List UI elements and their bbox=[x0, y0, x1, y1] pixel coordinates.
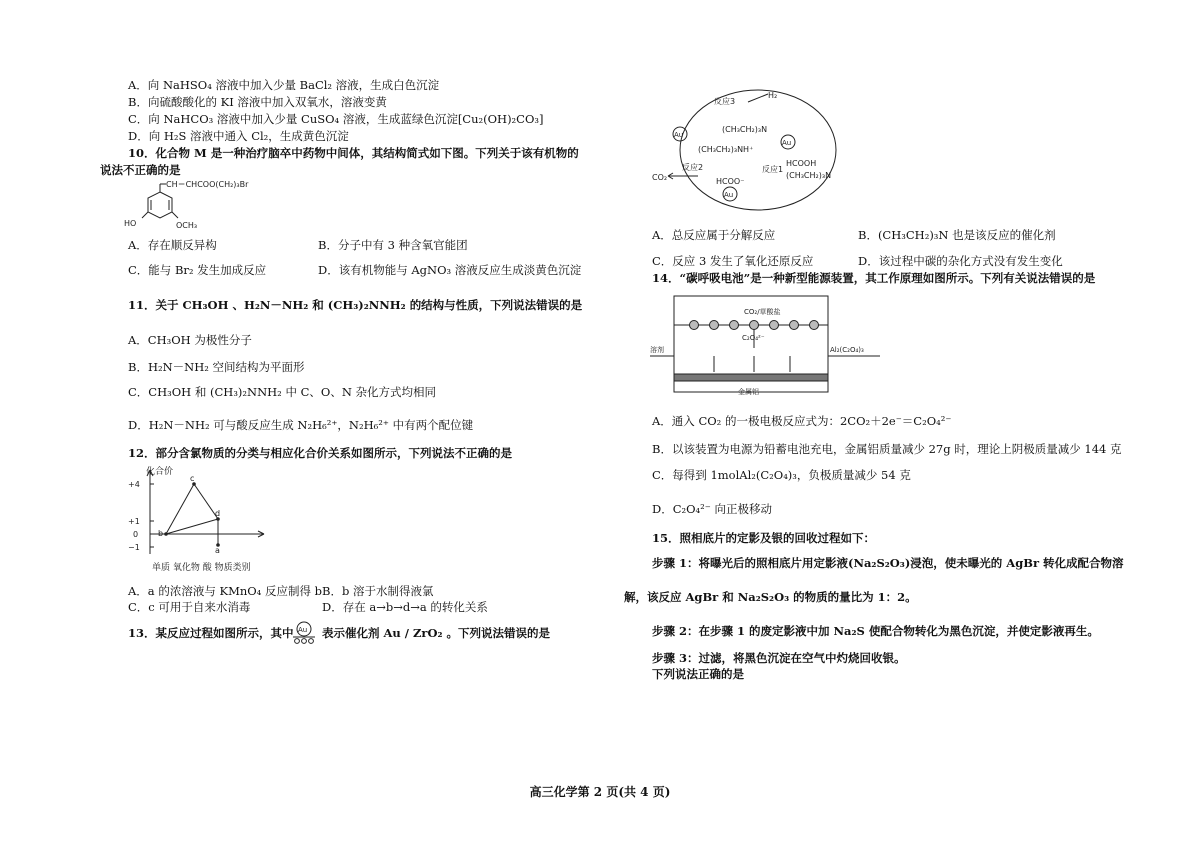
q10-option-d: D．该有机物能与 AgNO₃ 溶液反应生成淡黄色沉淀 bbox=[318, 263, 582, 277]
q12-x-label: 单质 氧化物 酸 物质类别 bbox=[152, 563, 251, 573]
q10-stem-line1: 10．化合物 M 是一种治疗脑卒中药物中间体，其结构简式如下图。下列关于该有机物的 bbox=[128, 146, 579, 160]
q10-stem-line2: 说法不正确的是 bbox=[100, 163, 181, 177]
q13-cycle-au-right bbox=[781, 135, 795, 149]
q14-stem: 14．“碳呼吸电池”是一种新型能源装置，其工作原理如图所示。下列有关说法错误的是 bbox=[652, 271, 1096, 285]
q12-point-a: a bbox=[215, 546, 220, 555]
q13-stem-a: 13．某反应过程如图所示，其中 bbox=[128, 626, 294, 640]
q10-struct-och3: OCH₃ bbox=[176, 221, 198, 230]
q10-structure-diagram bbox=[120, 176, 270, 234]
q13-cycle-au-bottom bbox=[723, 187, 737, 201]
q14-battery-diagram bbox=[650, 290, 890, 402]
q13-label-r1: 反应1 bbox=[762, 165, 784, 174]
q14-label-right: Al₂(C₂O₄)₃ bbox=[830, 346, 864, 354]
q14-option-d: D．C₂O₄²⁻ 向正极移动 bbox=[652, 502, 773, 516]
q12-y-tick-0: 0 bbox=[133, 530, 139, 539]
q12-option-b: B．b 溶于水制得液氯 bbox=[322, 584, 434, 598]
q11-option-d: D．H₂N－NH₂ 可与酸反应生成 N₂H₆²⁺，N₂H₆²⁺ 中有两个配位键 bbox=[128, 418, 474, 432]
q15-ask: 下列说法正确的是 bbox=[652, 667, 744, 681]
q13-stem-b: 表示催化剂 Au / ZrO₂ 。下列说法错误的是 bbox=[322, 626, 551, 640]
q13-label-hcoo: HCOO⁻ bbox=[716, 177, 745, 186]
q15-step3: 步骤 3：过滤，将黑色沉淀在空气中灼烧回收银。 bbox=[652, 651, 906, 665]
q10-struct-ho: HO bbox=[124, 219, 137, 228]
svg-text:Au: Au bbox=[724, 191, 734, 199]
q13-catalyst-icon bbox=[290, 620, 318, 646]
q12-option-a: A．a 的浓溶液与 KMnO₄ 反应制得 b bbox=[128, 584, 322, 598]
q12-point-c: c bbox=[190, 474, 195, 483]
q13-label-r3: 反应3 bbox=[714, 97, 736, 106]
q13-option-a: A．总反应属于分解反应 bbox=[652, 228, 776, 242]
q14-option-a: A．通入 CO₂ 的一极电极反应式为：2CO₂＋2e⁻＝C₂O₄²⁻ bbox=[652, 414, 952, 428]
q13-label-n3: (CH₃CH₂)₃N bbox=[786, 171, 832, 180]
q9-option-c: C．向 NaHCO₃ 溶液中加入少量 CuSO₄ 溶液，生成蓝绿色沉淀[Cu₂(OH)₂CO₃] bbox=[128, 112, 544, 126]
q14-option-b: B．以该装置为电源为铅蓄电池充电，金属铝质量减少 27g 时，理论上阴极质量减少 144 克 bbox=[652, 442, 1122, 456]
q14-label-left: 溶剂 bbox=[650, 346, 664, 354]
q9-option-b: B．向硫酸酸化的 KI 溶液中加入双氧水，溶液变黄 bbox=[128, 95, 387, 109]
q15-step1-line1: 步骤 1：将曝光后的照相底片用定影液(Na₂S₂O₃)浸泡，使未曝光的 AgBr 转化成配合物溶 bbox=[652, 556, 1124, 570]
q12-option-c: C．c 可用于自来水消毒 bbox=[128, 600, 251, 614]
svg-text:Au: Au bbox=[674, 131, 684, 139]
q12-point-b: b bbox=[158, 529, 164, 538]
q12-option-d: D．存在 a→b→d→a 的转化关系 bbox=[322, 600, 488, 614]
q15-step1-line2: 解，该反应 AgBr 和 Na₂S₂O₃ 的物质的量比为 1：2。 bbox=[624, 590, 917, 604]
q12-y-tick-plus4: +4 bbox=[128, 480, 140, 489]
q12-stem: 12．部分含氯物质的分类与相应化合价关系如图所示，下列说法不正确的是 bbox=[128, 446, 512, 460]
q13-option-c: C．反应 3 发生了氧化还原反应 bbox=[652, 254, 814, 268]
q10-option-c: C．能与 Br₂ 发生加成反应 bbox=[128, 263, 267, 277]
q10-struct-chain: CH＝CHCOO(CH₂)₃Br bbox=[166, 180, 249, 189]
q10-option-b: B．分子中有 3 种含氧官能团 bbox=[318, 238, 468, 252]
page-footer: 高三化学第 2 页(共 4 页) bbox=[529, 785, 671, 799]
q12-y-tick-plus1: +1 bbox=[128, 517, 140, 526]
q12-valence-diagram bbox=[124, 464, 272, 576]
q11-stem: 11．关于 CH₃OH 、H₂N－NH₂ 和 (CH₃)₂NNH₂ 的结构与性质，下列说法错误的是 bbox=[128, 298, 583, 312]
q14-option-c: C．每得到 1molAl₂(C₂O₄)₃，负极质量减少 54 克 bbox=[652, 468, 911, 482]
q11-option-a: A．CH₃OH 为极性分子 bbox=[128, 333, 252, 347]
q12-y-tick-minus1: −1 bbox=[128, 543, 140, 552]
q14-label-c2o4: C₂O₄²⁻ bbox=[742, 334, 765, 342]
q13-label-n1: (CH₃CH₂)₃N bbox=[722, 125, 768, 134]
q14-label-bottom: 金属铝 bbox=[738, 388, 759, 396]
q14-label-co2: CO₂/草酸盐 bbox=[744, 308, 781, 316]
q13-catalyst-label: Au bbox=[298, 626, 308, 634]
q9-option-d: D．向 H₂S 溶液中通入 Cl₂，生成黄色沉淀 bbox=[128, 129, 349, 143]
q13-reaction-cycle-diagram bbox=[648, 80, 878, 216]
q13-label-h2: H₂ bbox=[768, 91, 778, 100]
q15-step2: 步骤 2：在步骤 1 的废定影液中加 Na₂S 使配合物转化为黑色沉淀，并使定影液再生。 bbox=[652, 624, 1099, 638]
q11-option-b: B．H₂N－NH₂ 空间结构为平面形 bbox=[128, 360, 305, 374]
q12-point-d: d bbox=[215, 509, 221, 518]
q13-option-b: B．(CH₃CH₂)₃N 也是该反应的催化剂 bbox=[858, 228, 1056, 242]
svg-text:Au: Au bbox=[782, 139, 792, 147]
q10-option-a: A．存在顺反异构 bbox=[128, 238, 217, 252]
q12-y-label: 化合价 bbox=[146, 467, 174, 477]
q13-cycle-au-left bbox=[673, 127, 687, 141]
q13-label-co2: CO₂ bbox=[652, 173, 668, 182]
q15-stem: 15．照相底片的定影及银的回收过程如下： bbox=[652, 531, 876, 545]
q9-option-a: A．向 NaHSO₄ 溶液中加入少量 BaCl₂ 溶液，生成白色沉淀 bbox=[128, 78, 440, 92]
q13-label-n2: (CH₃CH₂)₃NH⁺ bbox=[698, 145, 754, 154]
q13-label-hcooh: HCOOH bbox=[786, 159, 817, 168]
q13-label-r2: 反应2 bbox=[682, 163, 704, 172]
q13-option-d: D．该过程中碳的杂化方式没有发生变化 bbox=[858, 254, 1063, 268]
q11-option-c: C．CH₃OH 和 (CH₃)₂NNH₂ 中 C、O、N 杂化方式均相同 bbox=[128, 385, 437, 399]
